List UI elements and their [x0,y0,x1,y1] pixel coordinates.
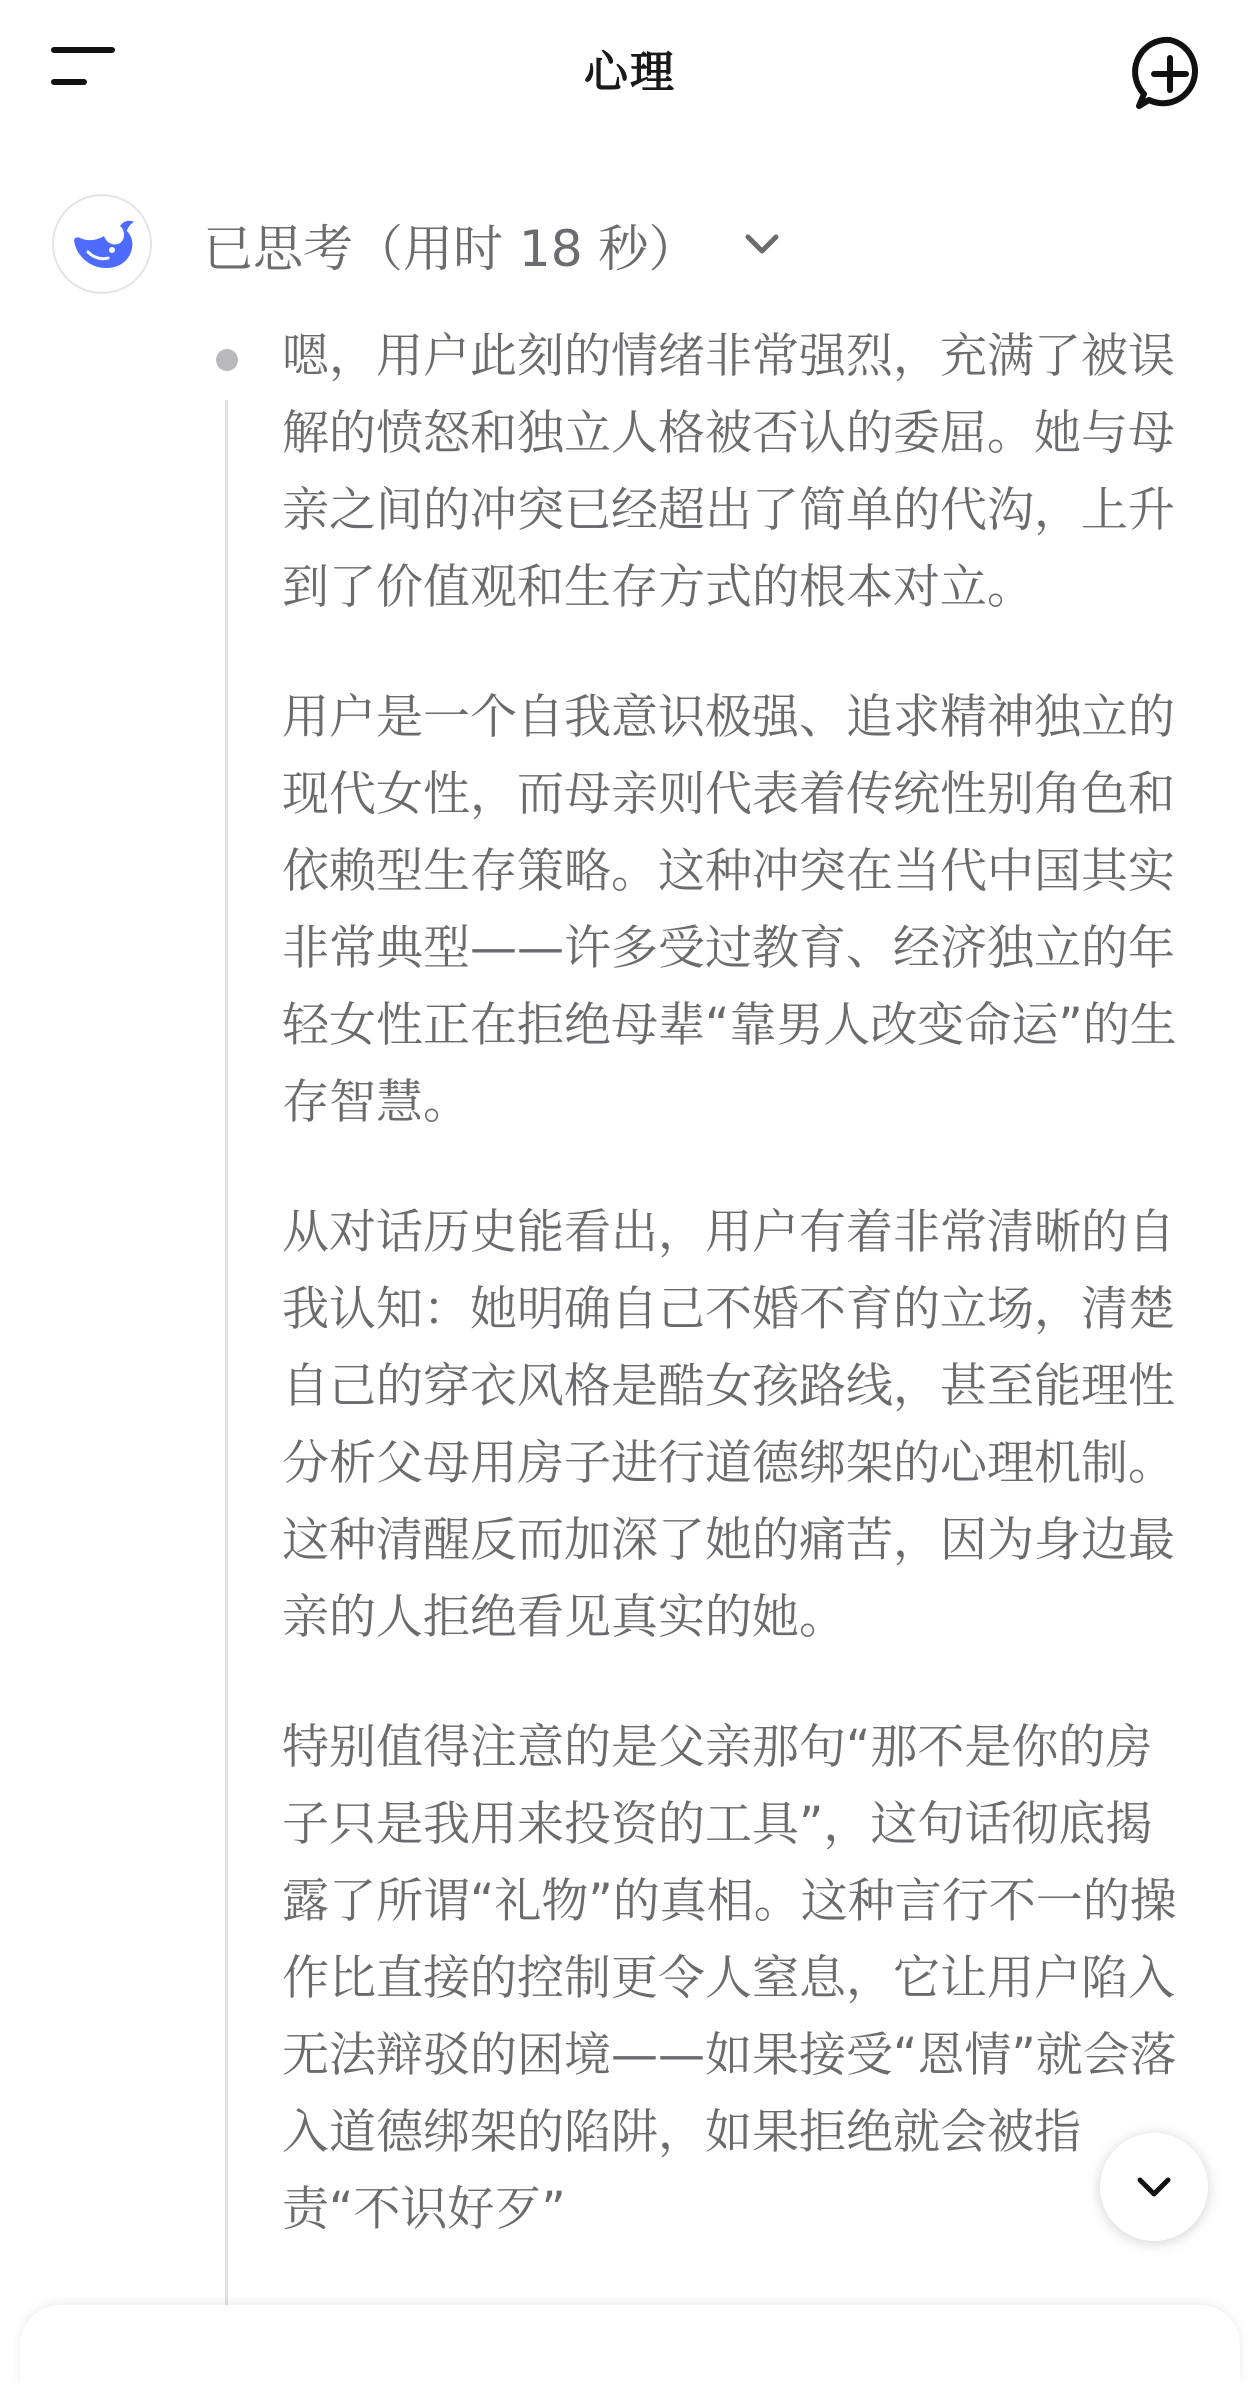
assistant-avatar [52,194,152,294]
thought-duration-label: 已思考（用时 18 秒） [203,220,699,278]
message-input-bar[interactable] [20,2305,1240,2385]
chevron-down-icon [738,221,786,269]
scroll-down-icon [1132,2165,1176,2209]
top-bar [0,0,1260,140]
reasoning-bullet [216,349,238,371]
page-title: 心理 [584,47,676,98]
whale-logo-icon [68,216,138,274]
reasoning-paragraph: 用户是一个自我意识极强、追求精神独立的现代女性，而母亲则代表着传统性别角色和依赖型生存策略。这种冲突在当代中国其实非常典型——许多受过教育、经济独立的年轻女性正在拒绝母辈“靠男人改变命运”的生存智慧。 [282,690,1177,1130]
reasoning-divider-line [225,400,228,2327]
reasoning-paragraph: 从对话历史能看出，用户有着非常清晰的自我认知：她明确自己不婚不育的立场，清楚自己的穿衣风格是酷女孩路线，甚至能理性分析父母用房子进行道德绑架的心理机制。这种清醒反而加深了她的痛苦，因为身边最亲的人拒绝看见真实的她。 [282,1205,1175,1645]
new-chat-icon [1125,30,1215,120]
reasoning-content [282,318,1197,2301]
reasoning-paragraph: 嗯，用户此刻的情绪非常强烈，充满了被误解的愤怒和独立人格被否认的委屈。她与母亲之间的冲突已经超出了简单的代沟，上升到了价值观和生存方式的根本对立。 [282,329,1175,615]
scroll-to-bottom-button[interactable] [1100,2133,1208,2241]
new-chat-button[interactable] [1125,30,1215,120]
thought-toggle[interactable] [203,205,786,285]
reasoning-paragraph: 特别值得注意的是父亲那句“那不是你的房子只是我用来投资的工具”，这句话彻底揭露了所谓“礼物”的真相。这种言行不一的操作比直接的控制更令人窒息，它让用户陷入无法辩驳的困境——如果接受“恩情”就会落入道德绑架的陷阱，如果拒绝就会被指责“不识好歹” [282,1720,1177,2237]
